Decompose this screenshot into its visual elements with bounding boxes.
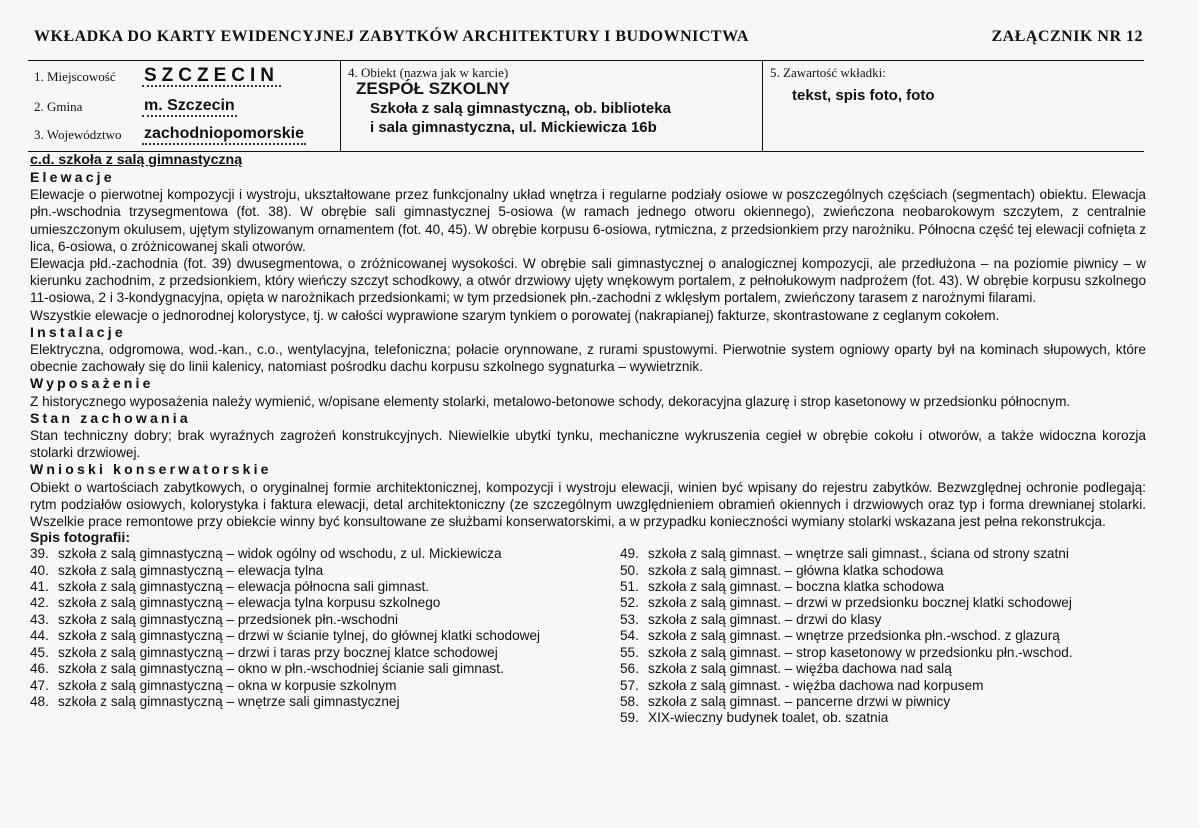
photo-caption: szkoła z salą gimnast. - więźba dachowa nad korpusem	[648, 677, 984, 693]
photo-list-item	[620, 563, 1146, 579]
photo-list-item	[620, 645, 1146, 661]
photo-list-item	[620, 595, 1146, 611]
photo-number: 48.	[30, 693, 49, 709]
photo-list-item	[620, 678, 1146, 694]
elewacje-paragraph-3: Wszystkie elewacje o jednorodnej kolorystyce, tj. w całości wyprawione szarym tynkiem o porowatej (nakrapianej) fakturze, skontrastowane z ceglanym cokołem.	[30, 307, 1000, 323]
object-column	[340, 61, 763, 151]
document-body	[30, 152, 1146, 746]
photo-list-item	[620, 612, 1146, 628]
heading-elewacje: Elewacje	[30, 169, 115, 185]
photo-list-item	[620, 546, 1146, 562]
photo-list-item	[30, 612, 620, 628]
photo-caption: szkoła z salą gimnast. – główna klatka schodowa	[648, 562, 944, 578]
photo-caption: szkoła z salą gimnastyczną – przedsionek płn.-wschodni	[58, 611, 399, 627]
photo-number: 51.	[620, 579, 639, 595]
photo-caption: szkoła z salą gimnastyczną – drzwi w ścianie tylnej, do głównej klatki schodowej	[58, 628, 541, 644]
photo-number: 46.	[30, 661, 49, 677]
heading-wnioski: Wnioski konserwatorskie	[30, 461, 272, 478]
obiekt-label: 4. Obiekt (nazwa jak w karcie)	[348, 65, 509, 80]
photo-caption: szkoła z salą gimnast. – boczna klatka schodowa	[648, 579, 945, 595]
photo-caption: szkoła z salą gimnastyczną – elewacja północna sali gimnast.	[58, 579, 429, 595]
photo-caption: szkoła z salą gimnast. – drzwi w przedsionku bocznej klatki schodowej	[648, 595, 1072, 611]
photo-caption: szkoła z salą gimnast. – wnętrze sali gimnast., ściana od strony szatni	[648, 546, 1069, 562]
wnioski-paragraph: Obiekt o wartościach zabytkowych, o oryginalnej formie architektonicznej, kompozycji i wystroju elewacji, winien być wpisany do rejestru zabytków. Bezwzględnej ochronie podlegają: rytm podziałów osiowych, kolorystyka i faktura elewacji, detal architektoniczny (ze szczególnym uwzględnieniem obramień okiennych i drzwiowych oraz typ i forma drewnianej stolarki. Wszelkie prace remontowe przy obiekcie winny być konsultowane ze służbami konserwatorskimi, a w przypadku konieczności wymiany stolarki wskazana jest pełna rekonstrukcja.	[30, 479, 1146, 530]
photo-list-item	[30, 694, 620, 710]
photo-list-item	[30, 661, 620, 677]
form-header-box	[28, 60, 1144, 152]
photo-caption: XIX-wieczny budynek toalet, ob. szatnia	[648, 710, 889, 726]
photo-list-item	[30, 546, 620, 562]
photo-list-item	[620, 579, 1146, 595]
photo-number: 39.	[30, 546, 49, 562]
photo-caption: szkoła z salą gimnastyczną – widok ogólny od wschodu, z ul. Mickiewicza	[58, 546, 502, 562]
gmina-row	[34, 93, 336, 117]
photo-number: 56.	[620, 661, 639, 677]
heading-wyposazenie: Wyposażenie	[30, 375, 154, 392]
photo-number: 55.	[620, 644, 639, 660]
photo-number: 42.	[30, 595, 49, 611]
photo-list-item	[30, 628, 620, 644]
miejscowosc-value: SZCZECIN	[144, 65, 279, 86]
photo-list-item	[30, 595, 620, 611]
photo-number: 50.	[620, 562, 639, 578]
photo-list-item	[620, 694, 1146, 710]
photo-caption: szkoła z salą gimnastyczną – elewacja tylna	[58, 562, 324, 578]
photo-list-right	[620, 546, 1146, 726]
photo-list-item	[620, 661, 1146, 677]
heading-instalacje: Instalacje	[30, 323, 126, 340]
location-column	[28, 61, 341, 151]
document-title: WKŁADKA DO KARTY EWIDENCYJNEJ ZABYTKÓW ARCHITEKTURY I BUDOWNICTWA	[34, 28, 749, 45]
photo-list-heading: Spis fotografii:	[30, 530, 131, 547]
wyposazenie-paragraph: Z historycznego wyposażenia należy wymienić, w/opisane elementy stolarki, metalowo-betonowe schody, dekoracyjna glazurę i strop kasetonowy w przedsionku północnym.	[30, 393, 1071, 409]
miejscowosc-row	[34, 63, 336, 87]
instalacje-paragraph: Elektryczna, odgromowa, wod.-kan., c.o., wentylacyjna, telefoniczna; połacie orynnowane, z rurami spustowymi. Pierwotnie system ogniowy oparty był na kominach słupowych, które obecnie zachowały się do linii kalenicy, natomiast pośrodku dachu korpusu szkolnego sygnaturka – wywietrznik.	[30, 342, 1146, 375]
miejscowosc-label: 1. Miejscowość	[34, 69, 116, 84]
obiekt-subtitle	[370, 99, 671, 137]
stan-paragraph: Stan techniczny dobry; brak wyraźnych zagrożeń konstrukcyjnych. Niewielkie ubytki tynku, mechaniczne wykruszenia cegieł w obrębie cokołu i otworów, a także widoczna korozja stolarki drzwiowej.	[30, 428, 1146, 461]
photo-number: 53.	[620, 611, 639, 627]
attachment-number: ZAŁĄCZNIK NR 12	[991, 28, 1143, 45]
photo-caption: szkoła z salą gimnast. – strop kasetonowy w przedsionku płn.-wschod.	[648, 644, 1073, 660]
photo-caption: szkoła z salą gimnastyczną – okna w korpusie szkolnym	[58, 677, 397, 693]
photo-caption: szkoła z salą gimnast. – drzwi do klasy	[648, 611, 882, 627]
photo-number: 45.	[30, 644, 49, 660]
photo-number: 52.	[620, 595, 639, 611]
wojewodztwo-label: 3. Województwo	[34, 127, 122, 142]
photo-number: 54.	[620, 628, 639, 644]
photo-list	[30, 546, 1146, 746]
elewacje-paragraph-2: Elewacja płd.-zachodnia (fot. 39) dwusegmentowa, o zróżnicowanej wysokości. W obrębie sali gimnastycznej o analogicznej kompozycji, ale przedłużona – na poziomie piwnicy – w kierunku zachodnim, z przedsionkiem, który wieńczy szczyt schodkowy, a otwór drzwiowy ujęty wnękowym portalem, z pełnołukowym nadprożem (fot. 43). W obrębie korpusu szkolnego 11-osiowa, 2 i 3-kondygnacyjna, opięta w narożnikach przedsionkami; w tym przedsionek płn.-zachodni z wklęsłym portalem, zwieńczony tarasem z narożnymi filarami.	[30, 256, 1146, 306]
photo-caption: szkoła z salą gimnastyczną – wnętrze sali gimnastycznej	[58, 693, 400, 709]
photo-number: 58.	[620, 693, 639, 709]
photo-number: 40.	[30, 562, 49, 578]
photo-number: 41.	[30, 579, 49, 595]
photo-caption: szkoła z salą gimnastyczną – elewacja tylna korpusu szkolnego	[58, 595, 441, 611]
gmina-value: m. Szczecin	[142, 97, 237, 117]
photo-number: 59.	[620, 710, 639, 726]
photo-list-item	[30, 563, 620, 579]
photo-number: 49.	[620, 546, 639, 562]
obiekt-subtitle-line2: i sala gimnastyczna, ul. Mickiewicza 16b	[370, 119, 657, 136]
obiekt-subtitle-line1: Szkoła z salą gimnastyczną, ob. biblioteka	[370, 100, 671, 117]
photo-list-item	[30, 645, 620, 661]
zawartosc-label: 5. Zawartość wkładki:	[770, 65, 886, 80]
photo-list-item	[30, 678, 620, 694]
photo-caption: szkoła z salą gimnastyczną – okno w płn.-wschodniej ścianie sali gimnast.	[58, 661, 504, 677]
wojewodztwo-row	[34, 121, 336, 145]
heading-stan-zachowania: Stan zachowania	[30, 409, 191, 426]
obiekt-title: ZESPÓŁ SZKOLNY	[356, 79, 510, 98]
photo-list-item	[30, 579, 620, 595]
photo-caption: szkoła z salą gimnast. – wnętrze przedsionka płn.-wschod. z glazurą	[648, 628, 1060, 644]
photo-number: 57.	[620, 677, 639, 693]
section-title: c.d. szkoła z salą gimnastyczną	[30, 152, 243, 168]
photo-list-left	[30, 546, 620, 710]
photo-number: 43.	[30, 611, 49, 627]
gmina-label: 2. Gmina	[34, 99, 83, 114]
wojewodztwo-value: zachodniopomorskie	[142, 125, 306, 145]
photo-caption: szkoła z salą gimnast. – więźba dachowa nad salą	[648, 661, 952, 677]
elewacje-paragraph-1: Elewacje o pierwotnej kompozycji i wystroju, ukształtowane przez funkcjonalny układ wnętrza i regularne podziały osiowe w poszczególnych częściach (segmentach) obiektu. Elewacja płn.-wschodnia trzysegmentowa (fot. 38). W obrębie sali gimnastycznej 5-osiowa (w ramach jednego otworu okiennego), zwieńczona neobarokowym szczytem, z centralnie umieszczonym okulusem, ujętym stylizowanym ornamentem (fot. 40, 45). W obrębie korpusu 6-osiowa, rytmiczna, z przedsionkiem przy narożniku. Północna część tej elewacji cofnięta z lica, 6-osiowa, o zróżnicowanej skali otworów.	[30, 187, 1146, 254]
zawartosc-value: tekst, spis foto, foto	[792, 87, 935, 104]
photo-list-item	[620, 710, 1146, 726]
photo-caption: szkoła z salą gimnastyczną – drzwi i taras przy bocznej klatce schodowej	[58, 644, 498, 660]
contents-column	[762, 61, 1144, 151]
photo-caption: szkoła z salą gimnast. – pancerne drzwi w piwnicy	[648, 693, 951, 709]
document-header	[34, 28, 1143, 52]
photo-list-item	[620, 628, 1146, 644]
photo-number: 47.	[30, 677, 49, 693]
photo-number: 44.	[30, 628, 49, 644]
